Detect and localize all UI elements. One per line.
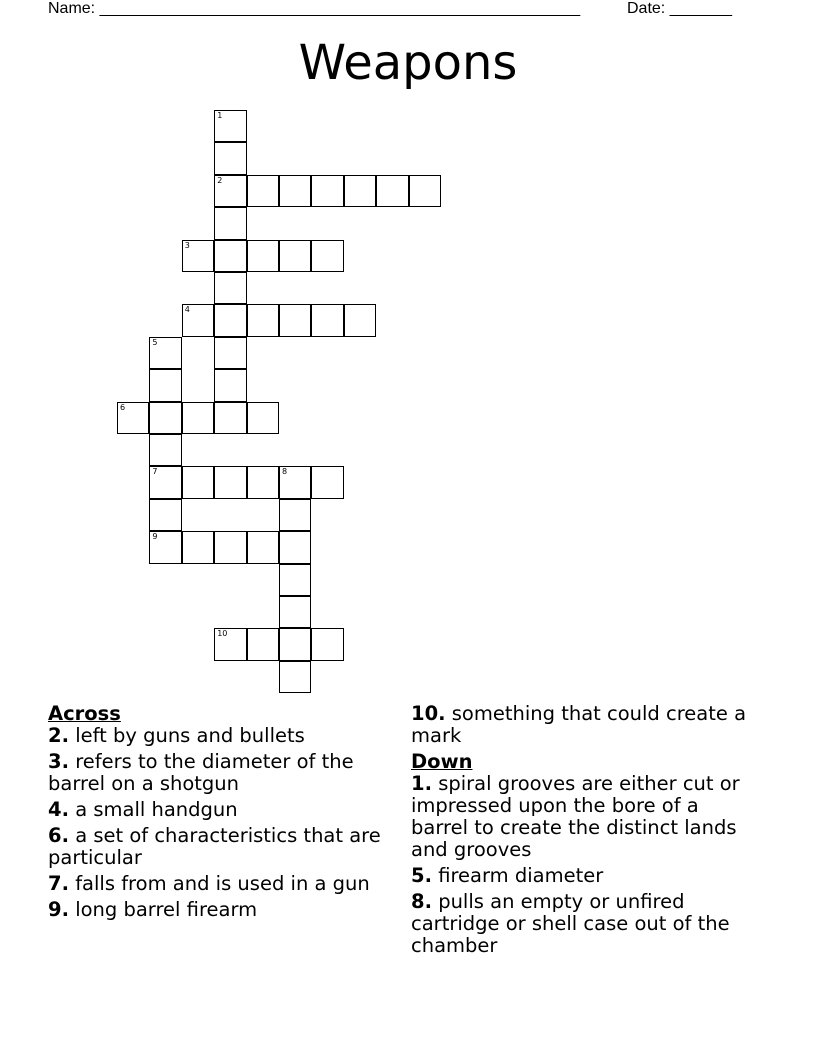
grid-cell[interactable] [279,628,311,660]
grid-cell[interactable] [247,531,279,563]
grid-cell[interactable] [214,272,246,304]
grid-cell[interactable] [279,466,311,498]
clue-number: 7. [48,872,69,895]
grid-cell[interactable] [182,531,214,563]
grid-cell[interactable] [214,628,246,660]
grid-cell[interactable] [214,110,246,142]
grid-cell[interactable] [149,466,181,498]
grid-cell[interactable] [214,402,246,434]
across-clue [48,899,388,921]
grid-cell[interactable] [182,402,214,434]
clue-text: firearm diameter [438,864,604,887]
grid-cell[interactable] [149,369,181,401]
cell-number: 9 [152,532,158,542]
clue-text: something that could create a mark [411,702,747,747]
across-clue [48,873,388,895]
clue-number: 6. [48,824,69,847]
puzzle-title: Weapons [298,35,518,91]
grid-cell[interactable] [182,466,214,498]
across-clue [48,751,388,795]
clue-number: 5. [411,864,432,887]
clue-number: 9. [48,898,69,921]
cell-number: 7 [152,467,158,477]
clues-right-column [411,703,751,961]
down-clue [411,773,751,861]
cell-number: 3 [184,240,190,250]
grid-cell[interactable] [279,175,311,207]
across-clue [48,799,388,821]
grid-cell[interactable] [279,304,311,336]
grid-cell[interactable] [311,304,343,336]
grid-cell[interactable] [247,466,279,498]
down-clue [411,891,751,957]
grid-cell[interactable] [311,240,343,272]
grid-cell[interactable] [214,531,246,563]
grid-cell[interactable] [279,531,311,563]
grid-cell[interactable] [247,304,279,336]
grid-cell[interactable] [247,628,279,660]
grid-cell[interactable] [279,661,311,693]
grid-cell[interactable] [214,466,246,498]
grid-cell[interactable] [149,434,181,466]
cell-number: 2 [217,175,223,185]
across-clue [411,703,751,747]
clue-text: left by guns and bullets [75,724,305,747]
grid-cell[interactable] [214,337,246,369]
clue-text: falls from and is used in a gun [75,872,370,895]
down-clue [411,865,751,887]
clue-text: a set of characteristics that are particular [48,824,381,869]
clues-left-column [48,703,388,925]
cell-number: 5 [152,337,158,347]
grid-cell[interactable] [376,175,408,207]
cell-number: 10 [217,629,228,639]
across-clue [48,825,388,869]
clue-text: spiral grooves are either cut or impressed upon the bore of a barrel to create the distinct lands and grooves [411,772,740,861]
grid-cell[interactable] [117,402,149,434]
grid-cell[interactable] [149,499,181,531]
across-clue-list-continued [411,703,751,747]
across-clue [48,725,388,747]
clue-number: 3. [48,750,69,773]
cell-number: 4 [184,305,190,315]
clue-text: refers to the diameter of the barrel on a shotgun [48,750,354,795]
grid-cell[interactable] [279,564,311,596]
grid-cell[interactable] [311,628,343,660]
across-heading: Across [48,702,121,725]
clue-number: 8. [411,890,432,913]
grid-cell[interactable] [279,240,311,272]
grid-cell[interactable] [214,240,246,272]
grid-cell[interactable] [344,304,376,336]
cell-number: 6 [120,402,126,412]
grid-cell[interactable] [214,207,246,239]
date-field-label: Date: _______ [627,0,732,17]
down-clue-list [411,773,751,957]
clue-number: 4. [48,798,69,821]
grid-cell[interactable] [247,402,279,434]
grid-cell[interactable] [311,466,343,498]
grid-cell[interactable] [311,175,343,207]
across-clue-list [48,725,388,921]
grid-cell[interactable] [214,304,246,336]
name-field-label: Name: ______________________________________________________ [48,0,581,17]
grid-cell[interactable] [149,531,181,563]
grid-cell[interactable] [344,175,376,207]
grid-cell[interactable] [182,304,214,336]
cell-number: 8 [282,467,288,477]
grid-cell[interactable] [149,402,181,434]
grid-cell[interactable] [149,337,181,369]
clue-text: a small handgun [75,798,238,821]
grid-cell[interactable] [409,175,441,207]
grid-cell[interactable] [214,142,246,174]
clue-number: 10. [411,702,446,725]
grid-cell[interactable] [214,175,246,207]
clue-number: 1. [411,772,432,795]
clue-number: 2. [48,724,69,747]
grid-cell[interactable] [279,596,311,628]
grid-cell[interactable] [247,240,279,272]
clue-text: long barrel firearm [75,898,258,921]
down-heading: Down [411,750,473,773]
grid-cell[interactable] [279,499,311,531]
clue-text: pulls an empty or unfired cartridge or shell case out of the chamber [411,890,730,957]
cell-number: 1 [217,111,223,120]
grid-cell[interactable] [214,369,246,401]
grid-cell[interactable] [247,175,279,207]
grid-cell[interactable] [182,240,214,272]
